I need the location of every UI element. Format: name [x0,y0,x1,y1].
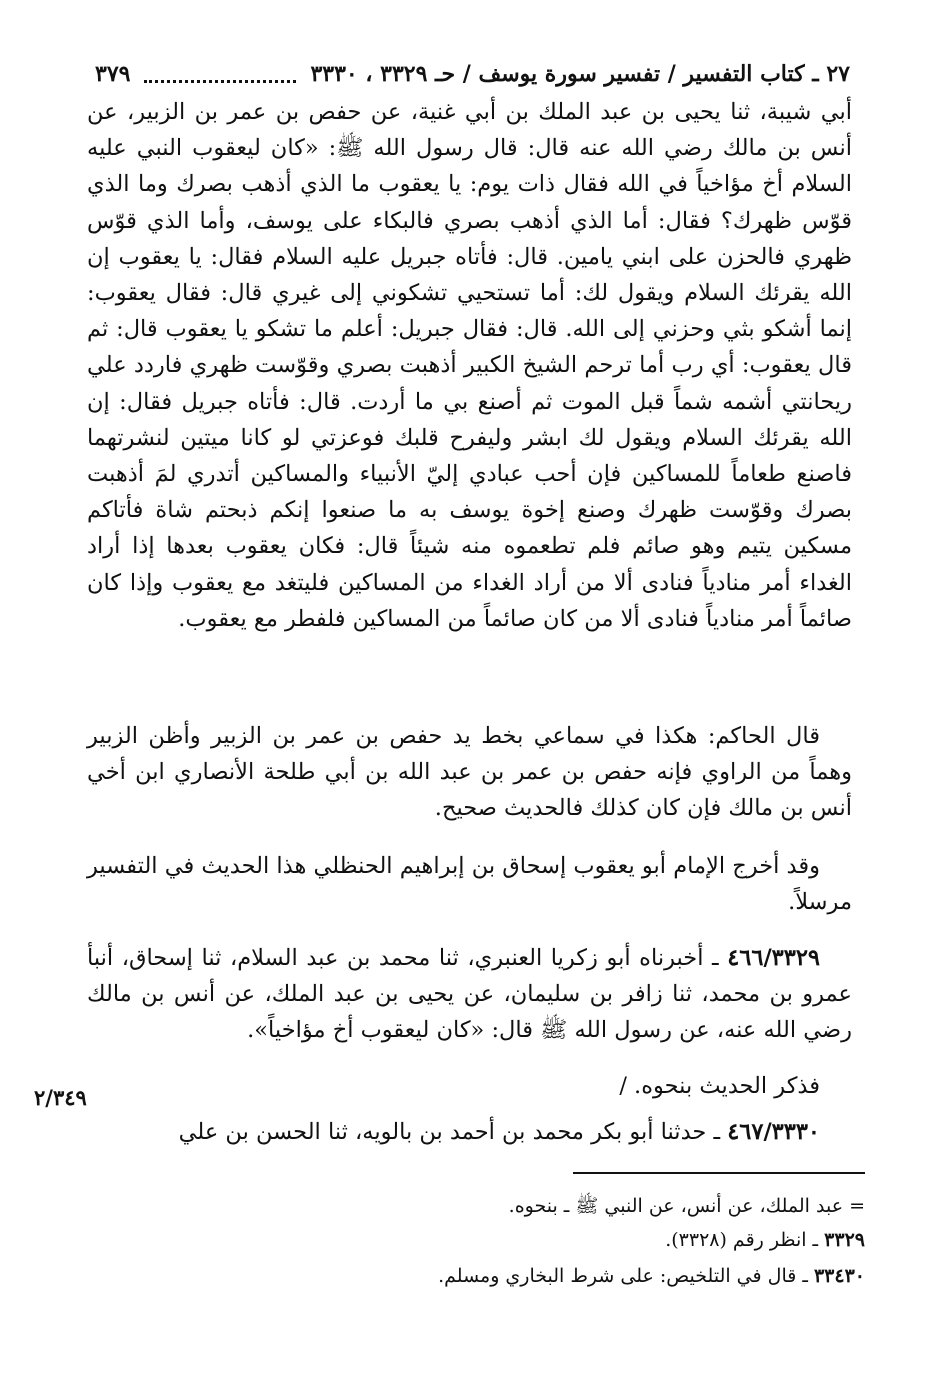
footnote-number: ٣٣٢٩ [824,1229,865,1251]
hadith-text-paragraph [87,94,852,637]
paragraph-text: أبي شيبة، ثنا يحيى بن عبد الملك بن أبي غنية، عن حفص بن عمر بن الزبير، عن أنس بن مالك رضي الله عنه قال: قال رسول الله ﷺ: «كان ليعقوب النبي عليه السلام أخ مؤاخياً في الله فقال ذات يوم: يا يعقوب ما الذي أذهب بصرك وما الذي قوّس ظهرك؟ فقال: أما الذي أذهب بصري فالبكاء على يوسف، وأما الذي قوّس ظهري فالحزن على ابني يامين. قال: فأتاه جبريل عليه السلام فقال: يا يعقوب إن الله يقرئك السلام ويقول لك: أما تستحيي تشكوني إلى غيري قال: فقال يعقوب: إنما أشكو بثي وحزني إلى الله. قال: فقال جبريل: أعلم ما تشكو يا يعقوب قال: ثم قال يعقوب: أي رب أما ترحم الشيخ الكبير أذهبت بصري وقوّست ظهري فاردد علي ريحانتي أشمه شماً قبل الموت ثم أصنع بي ما أردت. قال: فأتاه جبريل فقال: إن الله يقرئك السلام ويقول لك ابشر وليفرح قلبك فوعزتي لو كانا ميتين لنشرتهما فاصنع طعاماً للمساكين فإن أحب عبادي إليّ الأنبياء والمساكين أتدري لمَ أذهبت بصرك وقوّست ظهرك وصنع إخوة يوسف به ما صنعوا إنكم ذبحتم شاة فأتاكم مسكين يتيم وهو صائم فلم تطعموه منه شيئاً قال: فكان يعقوب بعدها إذا أراد الغداء أمر منادياً فنادى ألا من أراد الغداء من المساكين فليتغد مع يعقوب وإذا كان صائماً أمر منادياً فنادى ألا من كان صائماً من المساكين فلفطر مع يعقوب. [87,99,852,632]
hadith-number: ٤٦٧/٣٣٣٠ [727,1119,820,1145]
margin-reference: ٢/٣٤٩ [34,1085,87,1110]
similar-hadith-paragraph [87,1068,852,1104]
footnote-3330 [85,1262,865,1290]
paragraph-text: فذكر الحديث بنحوه. / [619,1073,820,1099]
hadith-3329-paragraph [87,940,852,1049]
running-header [95,56,850,92]
paragraph-text: قال الحاكم: هكذا في سماعي بخط يد حفص بن عمر بن الزبير وأظن الزبير وهماً من الراوي فإنه حفص بن عمر بن عبد الله بن أبي طلحة الأنصاري ابن أخي أنس بن مالك فإن كان كذلك فالحديث صحيح. [87,723,852,822]
header-dot-leader [144,66,296,83]
page-number: ٣٧٩ [95,61,131,87]
footnote-divider [573,1172,865,1174]
ishaq-note-paragraph [87,848,852,920]
footnote-number: ٣٣٤٣٠ [813,1265,865,1287]
hadith-number: ٤٦٦/٣٣٢٩ [727,945,820,971]
header-title: ٢٧ ـ كتاب التفسير / تفسير سورة يوسف / حـ ٣٣٢٩ ، ٣٣٣٠ [310,61,850,87]
footnote-text: ـ انظر رقم (٣٣٢٨). [665,1229,825,1251]
paragraph-text: ـ أخبرناه أبو زكريا العنبري، ثنا محمد بن عبد السلام، ثنا إسحاق، أنبأ عمرو بن محمد، ثنا زافر بن سليمان، عن يحيى بن عبد الملك، عن أنس بن مالك رضي الله عنه، عن رسول الله ﷺ قال: «كان ليعقوب أخ مؤاخياً». [87,945,852,1044]
hadith-3330-paragraph [87,1114,852,1150]
footnote-text: ـ قال في التلخيص: على شرط البخاري ومسلم. [438,1265,814,1287]
footnote-3329 [85,1226,865,1254]
footnote-continuation: = عبد الملك، عن أنس، عن النبي ﷺ ـ بنحوه. [508,1195,865,1217]
paragraph-text: ـ حدثنا أبو بكر محمد بن أحمد بن بالويه، ثنا الحسن بن علي [178,1119,728,1145]
paragraph-text: وقد أخرج الإمام أبو يعقوب إسحاق بن إبراهيم الحنظلي هذا الحديث في التفسير مرسلاً. [87,853,852,916]
hakim-comment-paragraph [87,718,852,827]
